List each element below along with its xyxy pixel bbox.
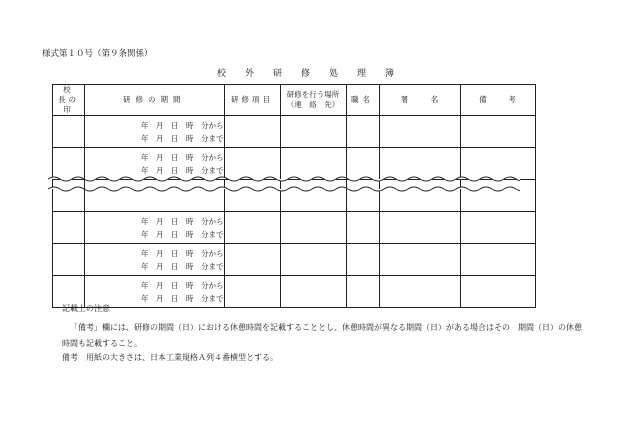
period-cell[interactable] — [85, 244, 225, 276]
name-cell[interactable] — [379, 116, 460, 148]
period-from: 年 月 日 時 分から — [141, 280, 224, 290]
location-cell[interactable] — [280, 116, 346, 148]
period-cell[interactable] — [85, 212, 225, 244]
form-title: 校外研修処理簿 — [216, 69, 413, 79]
form-number: 様式第１０号（第９条関係） — [42, 49, 153, 59]
name-cell[interactable] — [379, 244, 460, 276]
notes-heading: 記載上の注意 — [62, 304, 110, 313]
item-cell[interactable] — [224, 116, 280, 148]
location-cell[interactable] — [280, 244, 346, 276]
period-to: 年 月 日 時 分まで — [141, 229, 224, 239]
table-row — [53, 276, 536, 308]
job-title-cell[interactable] — [346, 244, 379, 276]
period-to: 年 月 日 時 分まで — [141, 165, 224, 175]
job-title-cell[interactable] — [346, 276, 379, 308]
header-period: 研修の期間 — [85, 85, 225, 116]
notes-cell[interactable] — [460, 116, 535, 148]
period-cell[interactable] — [85, 116, 225, 148]
header-notes: 備 考 — [460, 85, 535, 116]
item-cell[interactable] — [224, 244, 280, 276]
item-cell[interactable] — [224, 276, 280, 308]
period-from: 年 月 日 時 分から — [141, 248, 224, 258]
table-row — [53, 244, 536, 276]
seal-cell[interactable] — [53, 244, 85, 276]
omission-wave-top — [48, 175, 520, 183]
omission-wave-bottom — [48, 185, 520, 193]
item-cell[interactable] — [224, 212, 280, 244]
table-row — [53, 212, 536, 244]
table-row — [53, 116, 536, 148]
training-register-table — [52, 84, 536, 308]
period-from: 年 月 日 時 分から — [141, 152, 224, 162]
notes-cell[interactable] — [460, 212, 535, 244]
header-row — [53, 85, 536, 116]
header-item: 研修項目 — [224, 85, 280, 116]
header-name: 署 名 — [379, 85, 460, 116]
location-cell[interactable] — [280, 212, 346, 244]
job-title-cell[interactable] — [346, 212, 379, 244]
seal-cell[interactable] — [53, 116, 85, 148]
period-to: 年 月 日 時 分まで — [141, 133, 224, 143]
paper-size-remark: 備考 用紙の大きさは、日本工業規格Ａ列４番横型とする。 — [62, 353, 278, 362]
name-cell[interactable] — [379, 212, 460, 244]
period-to: 年 月 日 時 分まで — [141, 293, 224, 303]
notes-cell[interactable] — [460, 276, 535, 308]
header-principal-seal: 校 長の 印 — [53, 85, 85, 116]
notes-body: 「備考」欄には、研修の期間（日）における休憩時間を記載することとし、休憩時間が異なる期間（日）がある場合はその 期間（日）の休憩時間も記載すること。 — [62, 323, 582, 348]
location-cell[interactable] — [280, 276, 346, 308]
header-job-title: 職名 — [346, 85, 379, 116]
job-title-cell[interactable] — [346, 116, 379, 148]
header-location: 研修を行う場所（連 絡 先） — [280, 85, 346, 116]
seal-cell[interactable] — [53, 212, 85, 244]
name-cell[interactable] — [379, 276, 460, 308]
notes-cell[interactable] — [460, 244, 535, 276]
period-from: 年 月 日 時 分から — [141, 216, 224, 226]
period-from: 年 月 日 時 分から — [141, 120, 224, 130]
period-to: 年 月 日 時 分まで — [141, 261, 224, 271]
